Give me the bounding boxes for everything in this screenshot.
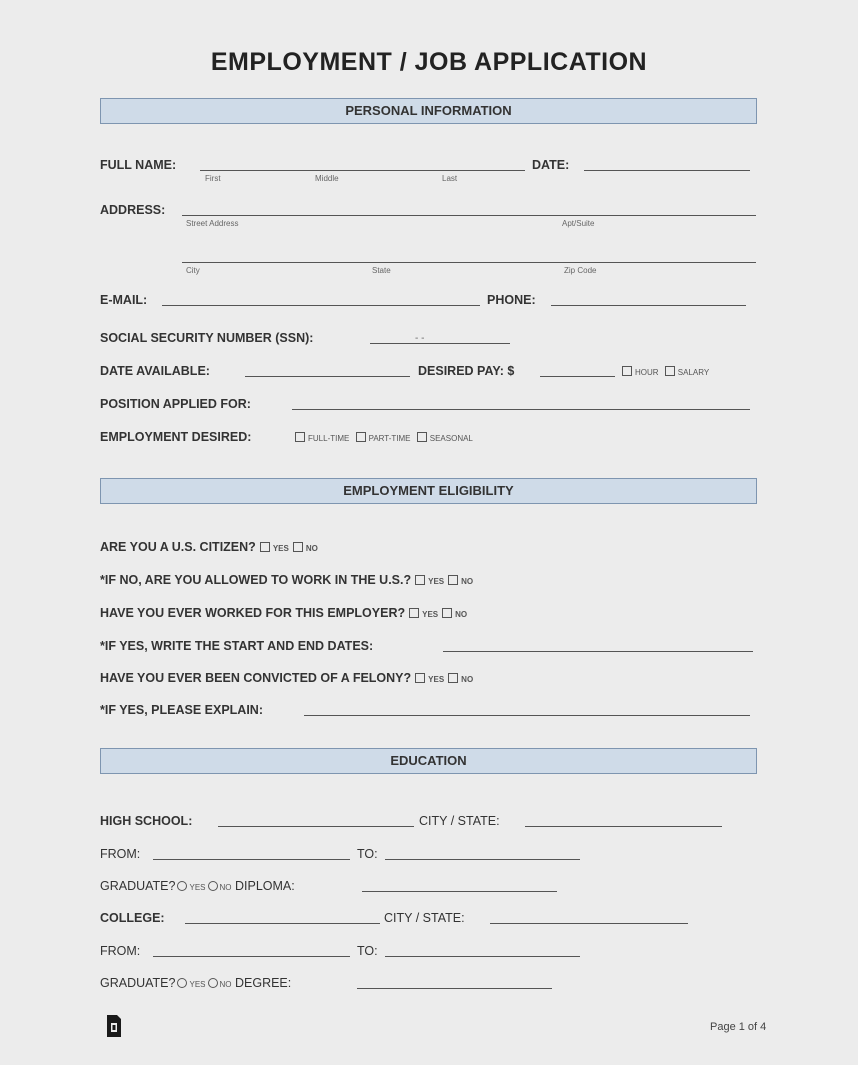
worked-yes-checkbox[interactable] (409, 608, 419, 618)
seasonal-label: SEASONAL (429, 434, 473, 443)
citizen-question (100, 540, 318, 554)
position-label: POSITION APPLIED FOR: (100, 397, 251, 411)
phone-field[interactable] (551, 305, 746, 306)
hs-graduate-yes-label: YES (189, 883, 206, 892)
salary-option-label: SALARY (677, 368, 710, 377)
worked-no-checkbox[interactable] (442, 608, 452, 618)
hs-graduate-label: GRADUATE? (100, 879, 176, 893)
date-field[interactable] (584, 170, 750, 171)
seasonal-checkbox[interactable] (417, 432, 427, 442)
high-school-field[interactable] (218, 826, 414, 827)
date-available-label: DATE AVAILABLE: (100, 364, 210, 378)
worked-question (100, 606, 467, 620)
state-hint: State (372, 266, 391, 275)
full-name-field[interactable] (200, 170, 525, 171)
college-field[interactable] (185, 923, 380, 924)
ssn-separators: - - (415, 333, 425, 344)
college-graduate-no-label: NO (219, 980, 232, 989)
page-number: Page 1 of 4 (710, 1021, 767, 1033)
degree-field[interactable] (357, 988, 552, 989)
employment-desired-options (291, 432, 473, 443)
phone-label: PHONE: (487, 293, 536, 307)
felony-yes-checkbox[interactable] (415, 673, 425, 683)
email-field[interactable] (162, 305, 480, 306)
college-graduate-no-radio[interactable] (208, 978, 218, 988)
diploma-field[interactable] (362, 891, 557, 892)
ssn-label: SOCIAL SECURITY NUMBER (SSN): (100, 331, 314, 345)
hs-city-state-field[interactable] (525, 826, 722, 827)
zip-code-hint: Zip Code (564, 266, 597, 275)
hs-graduate-row (100, 879, 295, 893)
felony-no-checkbox[interactable] (448, 673, 458, 683)
hour-checkbox[interactable] (622, 366, 632, 376)
address-label: ADDRESS: (100, 203, 166, 217)
part-time-label: PART-TIME (368, 434, 411, 443)
desired-pay-label: DESIRED PAY: $ (418, 364, 515, 378)
hs-city-state-label: CITY / STATE: (419, 814, 500, 828)
street-address-field[interactable] (182, 215, 756, 216)
dates-question: *IF YES, WRITE THE START AND END DATES: (100, 639, 374, 653)
college-to-label: TO: (357, 944, 378, 958)
ssn-field[interactable] (370, 343, 510, 344)
document-logo-icon (105, 1014, 123, 1038)
allowed-question (100, 573, 473, 587)
part-time-checkbox[interactable] (356, 432, 366, 442)
allowed-yes-checkbox[interactable] (415, 575, 425, 585)
worked-question-text: HAVE YOU EVER WORKED FOR THIS EMPLOYER? (100, 606, 406, 620)
felony-no-label: NO (461, 675, 474, 684)
citizen-yes-label: YES (272, 544, 289, 553)
citizen-no-label: NO (305, 544, 318, 553)
felony-question (100, 671, 473, 685)
hour-option-label: HOUR (635, 368, 659, 377)
worked-yes-label: YES (422, 610, 439, 619)
full-name-label: FULL NAME: (100, 158, 177, 172)
degree-label: DEGREE: (234, 976, 292, 990)
full-time-checkbox[interactable] (295, 432, 305, 442)
last-name-hint: Last (442, 174, 458, 183)
section-header-eligibility: EMPLOYMENT ELIGIBILITY (100, 478, 757, 504)
allowed-yes-label: YES (428, 577, 445, 586)
felony-yes-label: YES (428, 675, 445, 684)
college-from-label: FROM: (100, 944, 141, 958)
allowed-no-label: NO (461, 577, 474, 586)
citizen-yes-checkbox[interactable] (260, 542, 270, 552)
position-field[interactable] (292, 409, 750, 410)
allowed-no-checkbox[interactable] (448, 575, 458, 585)
salary-checkbox[interactable] (665, 366, 675, 376)
college-city-state-field[interactable] (490, 923, 688, 924)
college-graduate-yes-label: YES (189, 980, 206, 989)
street-address-hint: Street Address (186, 219, 239, 228)
city-hint: City (186, 266, 200, 275)
college-graduate-label: GRADUATE? (100, 976, 176, 990)
apt-suite-hint: Apt/Suite (562, 219, 595, 228)
employment-desired-label: EMPLOYMENT DESIRED: (100, 430, 252, 444)
city-state-zip-field[interactable] (182, 262, 756, 263)
middle-name-hint: Middle (315, 174, 339, 183)
high-school-label: HIGH SCHOOL: (100, 814, 193, 828)
hs-to-field[interactable] (385, 859, 580, 860)
worked-no-label: NO (455, 610, 468, 619)
date-available-field[interactable] (245, 376, 410, 377)
first-name-hint: First (205, 174, 221, 183)
explain-label: *IF YES, PLEASE EXPLAIN: (100, 703, 264, 717)
felony-explain-field[interactable] (304, 715, 750, 716)
full-time-label: FULL-TIME (308, 434, 350, 443)
section-header-education: EDUCATION (100, 748, 757, 774)
start-end-dates-field[interactable] (443, 651, 753, 652)
hs-to-label: TO: (357, 847, 378, 861)
college-to-field[interactable] (385, 956, 580, 957)
date-label: DATE: (532, 158, 570, 172)
document-title: EMPLOYMENT / JOB APPLICATION (210, 48, 648, 76)
diploma-label: DIPLOMA: (234, 879, 295, 893)
college-graduate-yes-radio[interactable] (177, 978, 187, 988)
felony-question-text: HAVE YOU EVER BEEN CONVICTED OF A FELONY? (100, 671, 412, 685)
hs-graduate-no-label: NO (219, 883, 232, 892)
college-city-state-label: CITY / STATE: (384, 911, 465, 925)
hs-graduate-yes-radio[interactable] (177, 881, 187, 891)
college-label: COLLEGE: (100, 911, 165, 925)
college-graduate-row (100, 976, 291, 990)
citizen-question-text: ARE YOU A U.S. CITIZEN? (100, 540, 256, 554)
allowed-question-text: *IF NO, ARE YOU ALLOWED TO WORK IN THE U.S.? (100, 573, 412, 587)
hs-from-field[interactable] (153, 859, 350, 860)
pay-type-options (618, 366, 709, 377)
section-header-personal: PERSONAL INFORMATION (100, 98, 757, 124)
citizen-no-checkbox[interactable] (293, 542, 303, 552)
email-label: E-MAIL: (100, 293, 148, 307)
hs-from-label: FROM: (100, 847, 141, 861)
hs-graduate-no-radio[interactable] (208, 881, 218, 891)
desired-pay-field[interactable] (540, 376, 615, 377)
college-from-field[interactable] (153, 956, 350, 957)
